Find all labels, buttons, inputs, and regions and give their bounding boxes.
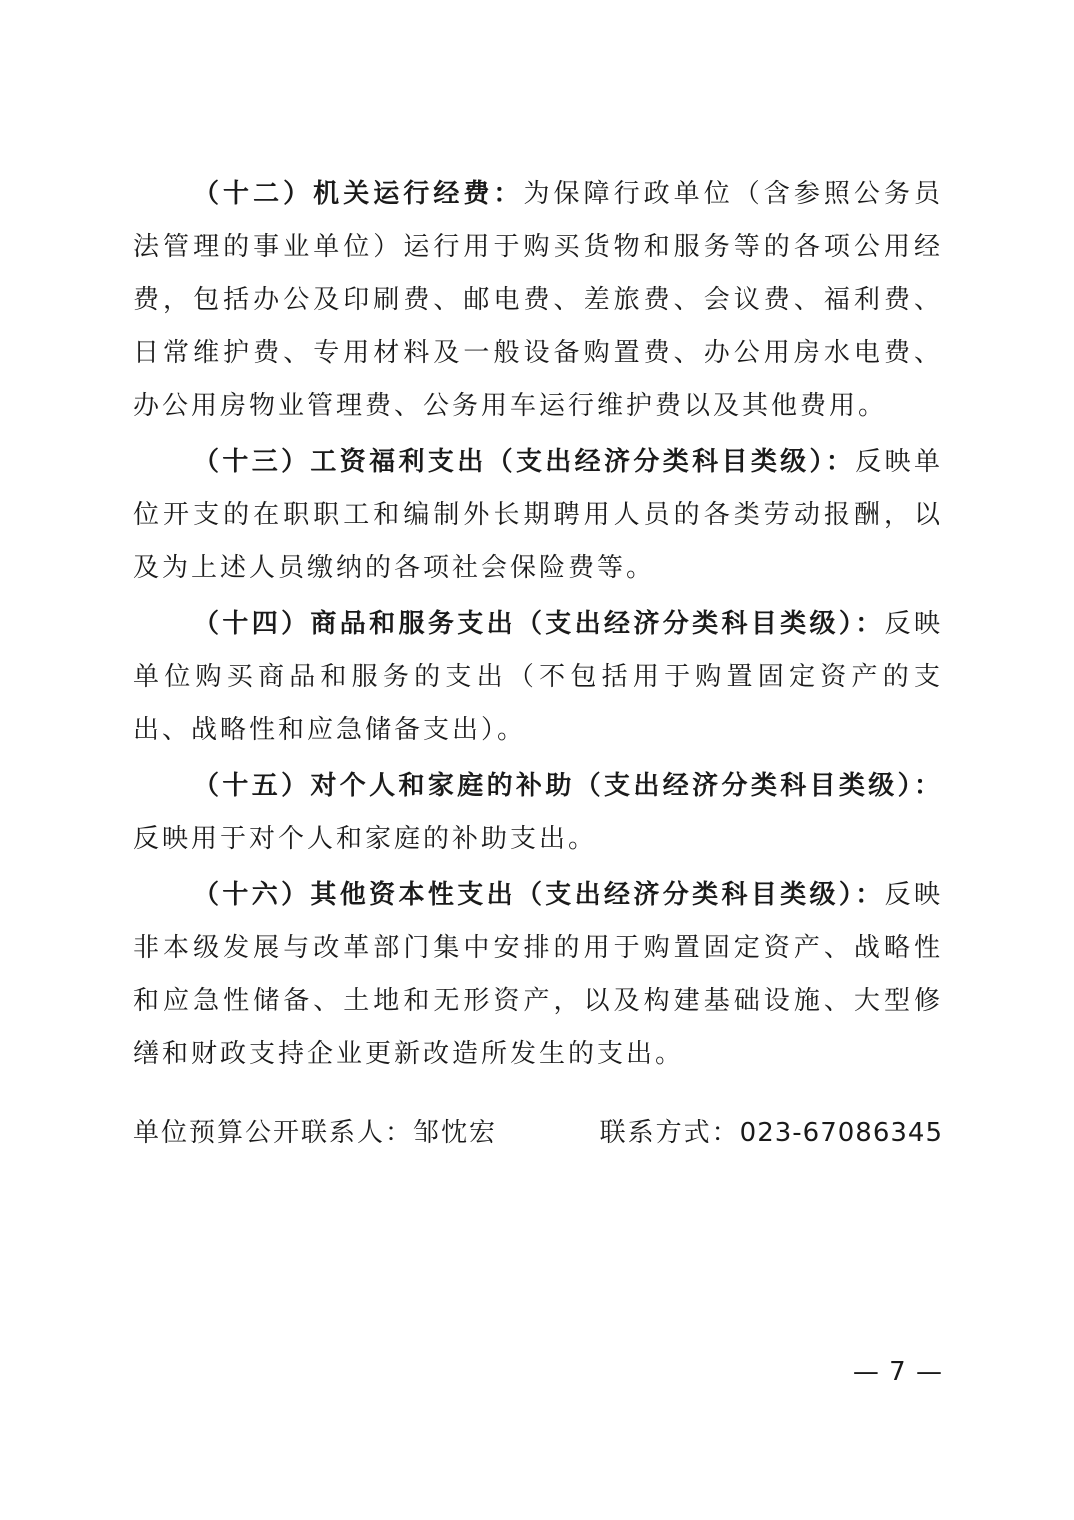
- paragraph-12: [133, 168, 943, 433]
- term-12: （十二）机关运行经费：: [193, 179, 524, 209]
- definition-12: 为保障行政单位（含参照公务员法管理的事业单位）运行用于购买货物和服务等的各项公用经费，包括办公及印刷费、邮电费、差旅费、会议费、福利费、日常维护费、专用材料及一般设备购置费、办公用房水电费、办公用房物业管理费、公务用车运行维护费以及其他费用。: [133, 179, 943, 421]
- contact-line: [133, 1108, 943, 1158]
- term-16: （十六）其他资本性支出（支出经济分类科目类级）：: [193, 880, 885, 910]
- contact-person-label: 单位预算公开联系人：: [133, 1118, 414, 1148]
- paragraph-15: [133, 760, 943, 866]
- term-15: （十五）对个人和家庭的补助（支出经济分类科目类级）：: [193, 771, 943, 801]
- definition-15: 反映用于对个人和家庭的补助支出。: [133, 824, 598, 854]
- term-13: （十三）工资福利支出（支出经济分类科目类级）：: [193, 447, 856, 477]
- paragraph-13: [133, 436, 943, 595]
- contact-phone-number: 023-67086345: [739, 1118, 943, 1148]
- contact-person: [133, 1108, 497, 1158]
- definition-16: 反映非本级发展与改革部门集中安排的用于购置固定资产、战略性和应急性储备、土地和无形资产，以及构建基础设施、大型修缮和财政支持企业更新改造所发生的支出。: [133, 880, 943, 1069]
- page-number: — 7 —: [852, 1357, 943, 1387]
- definition-13: 反映单位开支的在职职工和编制外长期聘用人员的各类劳动报酬，以及为上述人员缴纳的各项社会保险费等。: [133, 447, 943, 583]
- definition-14: 反映单位购买商品和服务的支出（不包括用于购置固定资产的支出、战略性和应急储备支出）。: [133, 609, 943, 745]
- contact-person-name: 邹忱宏: [413, 1118, 498, 1148]
- term-14: （十四）商品和服务支出（支出经济分类科目类级）：: [193, 609, 885, 639]
- contact-phone: [600, 1108, 943, 1158]
- document-body: [133, 168, 943, 1084]
- paragraph-16: [133, 869, 943, 1081]
- paragraph-14: [133, 598, 943, 757]
- contact-phone-label: 联系方式：: [599, 1118, 740, 1148]
